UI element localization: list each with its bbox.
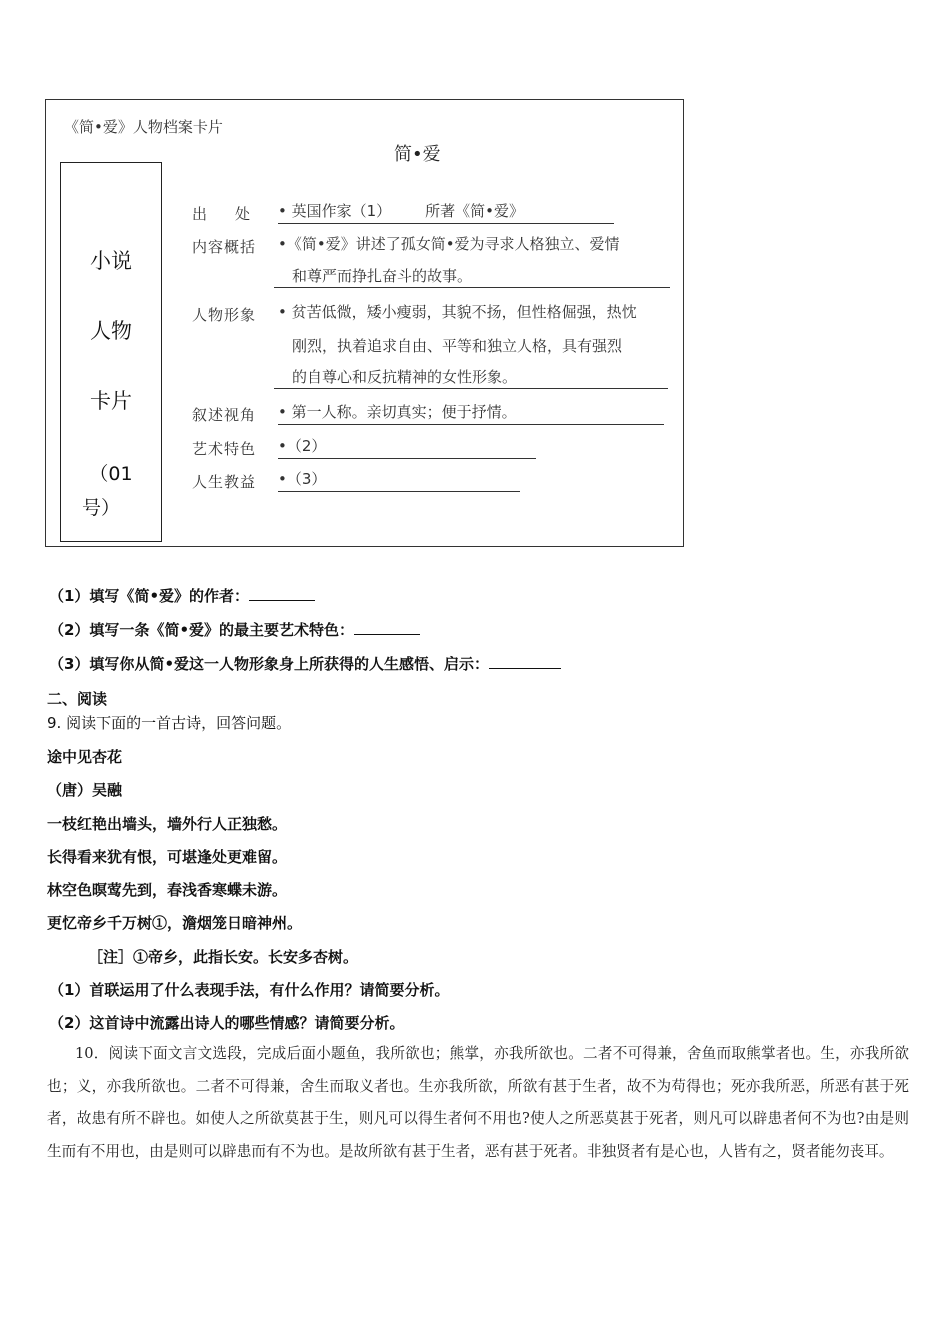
card-title: 简•爱 — [394, 144, 441, 165]
answer-blank-1[interactable] — [249, 586, 315, 601]
field-perspective-line: • 第一人称。亲切真实；便于抒情。 — [278, 402, 664, 425]
poem-line-4: 更忆帝乡千万树①，澹烟笼日暗神州。 — [47, 914, 303, 932]
q9-sub-question-2: （2）这首诗中流露出诗人的哪些情感？请简要分析。 — [49, 1014, 405, 1032]
left-label-5: 号） — [81, 497, 120, 519]
question-1-text: （1）填写《简•爱》的作者： — [49, 587, 250, 605]
answer-blank-2[interactable] — [354, 620, 420, 635]
field-lesson-line: •（3） — [278, 469, 520, 492]
answer-blank-3[interactable] — [489, 654, 561, 669]
q9-sub-question-1: （1）首联运用了什么表现手法，有什么作用？请简要分析。 — [49, 981, 450, 999]
q9-prompt: 9. 阅读下面的一首古诗，回答问题。 — [47, 714, 292, 732]
field-summary-line-2: 和尊严而挣扎奋斗的故事。 — [274, 266, 670, 288]
section-heading: 二、阅读 — [47, 690, 108, 708]
field-image-line-2: 刚烈，执着追求自由、平等和独立人格，具有强烈 — [292, 337, 623, 355]
poem-note: ［注］①帝乡，此指长安。长安多杏树。 — [88, 948, 359, 966]
field-label-image: 人物形象 — [192, 306, 257, 324]
field-image-line-1: • 贫苦低微，矮小瘦弱，其貌不扬，但性格倔强，热忱 — [278, 303, 637, 321]
character-card — [45, 99, 684, 547]
field-label-perspective: 叙述视角 — [192, 406, 257, 424]
field-label-art: 艺术特色 — [192, 440, 257, 458]
field-source-text-2: 所著《简•爱》 — [425, 202, 525, 220]
left-label-1: 小说 — [90, 249, 132, 273]
field-art-line: •（2） — [278, 436, 536, 459]
field-source-line — [278, 201, 614, 224]
field-label-summary: 内容概括 — [192, 238, 257, 256]
card-header: 《简•爱》人物档案卡片 — [64, 118, 223, 136]
poem-title: 途中见杏花 — [47, 748, 123, 766]
card-left-label-box — [60, 162, 162, 542]
question-2 — [49, 619, 420, 640]
field-image-line-3: 的自尊心和反抗精神的女性形象。 — [274, 367, 668, 389]
question-2-text: （2）填写一条《简•爱》的最主要艺术特色： — [49, 621, 355, 639]
field-label-lesson: 人生教益 — [192, 473, 257, 491]
left-label-3: 卡片 — [90, 389, 132, 413]
field-source-text-1: • 英国作家（1） — [278, 202, 392, 220]
left-label-4: （01 — [89, 463, 133, 485]
q10-passage: 10．阅读下面文言文选段，完成后面小题鱼，我所欲也；熊掌，亦我所欲也。二者不可得兼，舍鱼而取熊掌者也。生，亦我所欲也；义，亦我所欲也。二者不可得兼，舍生而取义者也。生亦我所欲，所欲有甚于生者，故不为苟得也；死亦我所恶，所恶有甚于死者，故患有所不辟也。如使人之所欲莫甚于生，则凡可以得生者何不用也?使人之所恶莫甚于死者，则凡可以辟患者何不为也?由是则生而有不用也，由是则可以辟患而有不为也。是故所欲有甚于生者，恶有甚于死者。非独贤者有是心也，人皆有之，贤者能勿丧耳。 — [47, 1045, 909, 1160]
question-3-text: （3）填写你从简•爱这一人物形象身上所获得的人生感悟、启示： — [49, 655, 490, 673]
field-label-source: 出处 — [192, 205, 279, 223]
poem-line-1: 一枝红艳出墙头，墙外行人正独愁。 — [47, 815, 288, 833]
question-3 — [49, 653, 561, 674]
left-label-2: 人物 — [90, 319, 132, 343]
poem-line-3: 林空色暝莺先到，春浅香寒蝶未游。 — [47, 881, 288, 899]
poem-line-2: 长得看来犹有恨，可堪逢处更难留。 — [47, 848, 288, 866]
field-summary-line-1: •《简•爱》讲述了孤女简•爱为寻求人格独立、爱情 — [278, 235, 620, 253]
question-1 — [49, 585, 315, 606]
poem-author: （唐）吴融 — [47, 781, 123, 799]
